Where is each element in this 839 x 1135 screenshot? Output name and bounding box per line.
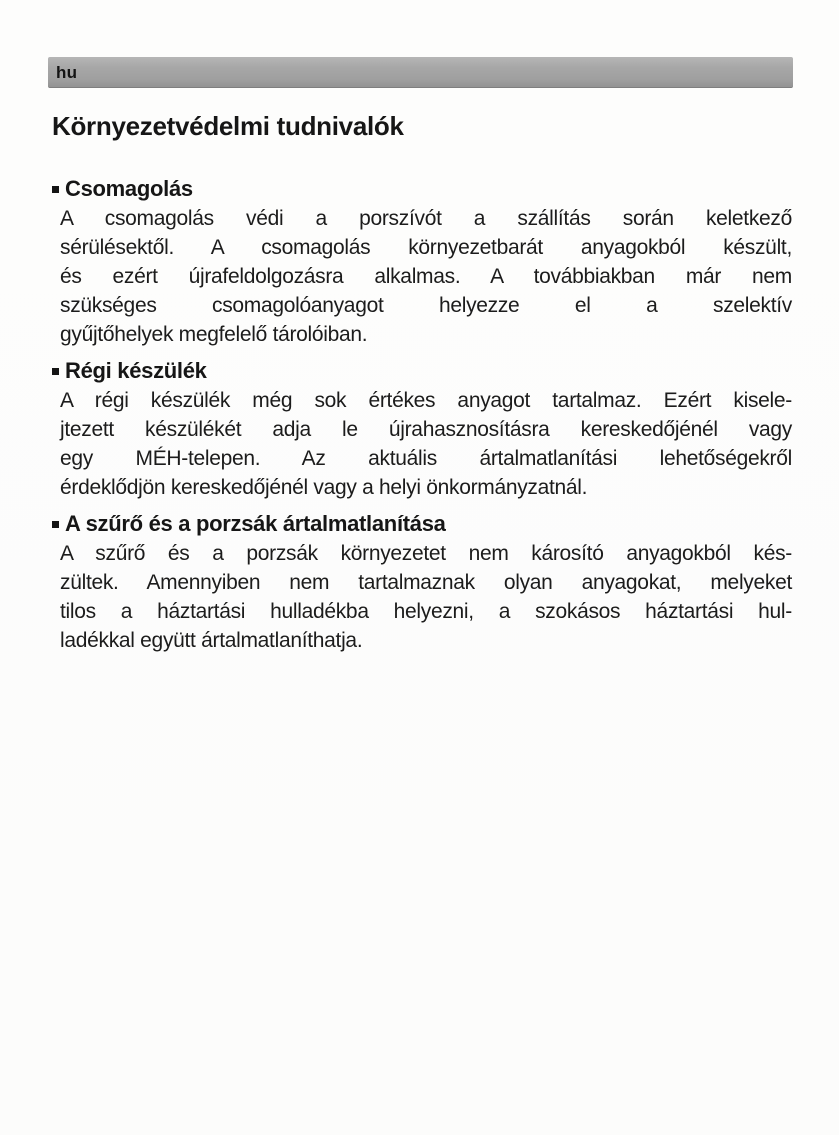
text-line: jtezett készülékét adja le újrahasznosításra kereskedőjénél vagy (60, 418, 792, 441)
text-line: zültek. Amennyiben nem tartalmaznak olyan anyagokat, melyeket (60, 571, 792, 594)
section-packaging (52, 176, 792, 349)
text-line: egy MÉH-telepen. Az aktuális ártalmatlanítási lehetőségekről (60, 447, 792, 470)
text-line: érdeklődjön kereskedőjénél vagy a helyi önkormányzatnál. (60, 476, 588, 499)
text-line: ladékkal együtt ártalmatlaníthatja. (60, 629, 363, 652)
language-bar (48, 57, 793, 88)
text-line: gyűjtőhelyek megfelelő tárolóiban. (60, 323, 368, 346)
text-line: A szűrő és a porzsák környezetet nem károsító anyagokból kés- (60, 542, 792, 565)
text-line: és ezért újrafeldolgozásra alkalmas. A továbbiakban már nem (60, 265, 792, 288)
bullet-square-icon (52, 368, 59, 375)
section-body (52, 539, 792, 655)
text-line: tilos a háztartási hulladékba helyezni, a szokásos háztartási hul- (60, 600, 792, 623)
section-heading-label: A szűrő és a porzsák ártalmatlanítása (65, 511, 446, 536)
section-body (52, 204, 792, 349)
section-heading-label: Régi készülék (65, 358, 207, 383)
text-line: sérülésektől. A csomagolás környezetbarát anyagokból készült, (60, 236, 792, 259)
text-line: A régi készülék még sok értékes anyagot tartalmaz. Ezért kisele- (60, 389, 792, 412)
bullet-square-icon (52, 186, 59, 193)
section-heading (52, 358, 792, 384)
section-heading-label: Csomagolás (65, 176, 193, 201)
page-title: Környezetvédelmi tudnivalók (52, 111, 404, 141)
section-old-appliance (52, 358, 792, 502)
section-heading (52, 511, 792, 537)
bullet-square-icon (52, 521, 59, 528)
page-content (52, 109, 792, 664)
text-line: szükséges csomagolóanyagot helyezze el a szelektív (60, 294, 792, 317)
section-heading (52, 176, 792, 202)
text-line: A csomagolás védi a porszívót a szállítás során keletkező (60, 207, 792, 230)
language-label: hu (56, 63, 78, 82)
section-filter-dustbag-disposal (52, 511, 792, 655)
section-body (52, 386, 792, 502)
